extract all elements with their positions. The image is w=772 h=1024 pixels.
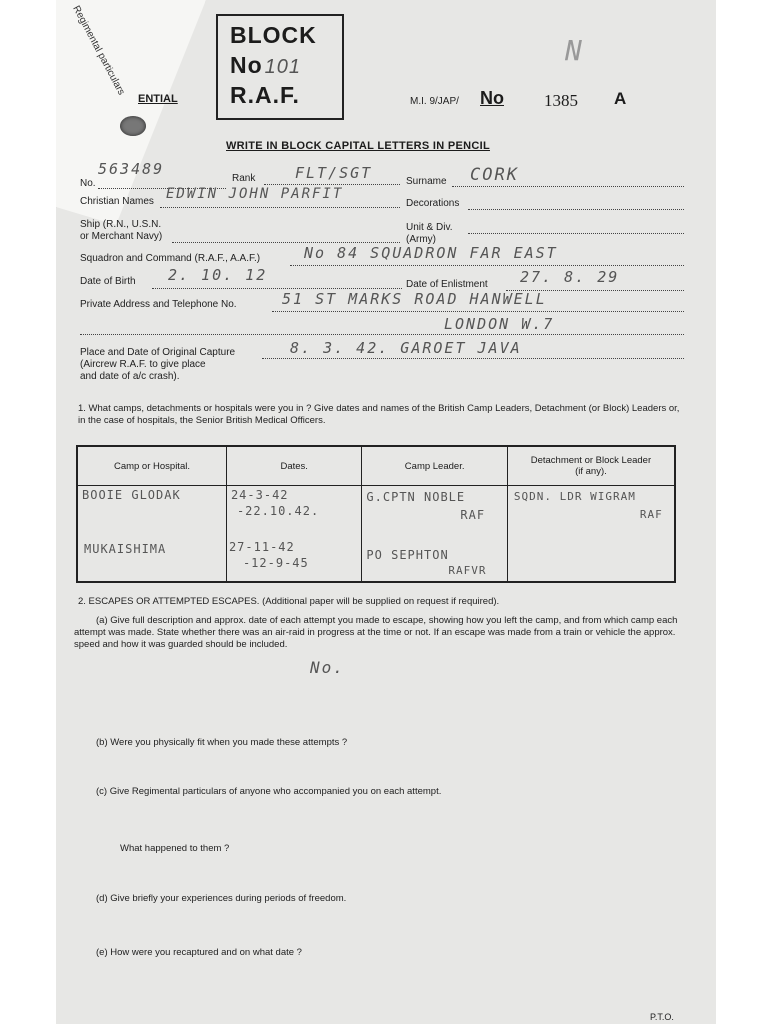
date-row1-end: -12-9-45 [242, 556, 309, 570]
dob-label: Date of Birth [80, 276, 136, 287]
form-reference: M.I. 9/JAP/ [410, 96, 459, 107]
address-label: Private Address and Telephone No. [80, 299, 237, 310]
capture-label-3: and date of a/c crash). [80, 371, 180, 382]
service-no-label: No. [80, 178, 96, 189]
block-no-label: No [230, 52, 263, 78]
enlistment-label: Date of Enlistment [406, 279, 488, 290]
confidential-label: ENTIAL [138, 93, 178, 105]
block-stamp [216, 14, 344, 120]
pto-label: P.T.O. [650, 1012, 674, 1022]
capture-value: 8. 3. 42. GAROET JAVA [290, 339, 522, 357]
col-leader-header: Camp Leader. [362, 446, 507, 486]
squadron-value: No 84 SQUADRON FAR EAST [304, 244, 558, 262]
unit-label-1: Unit & Div. [406, 222, 453, 233]
leader-row1-unit: RAFVR [448, 564, 487, 577]
capture-label-1: Place and Date of Original Capture [80, 347, 236, 358]
rank-value: FLT/SGT [295, 164, 373, 182]
col-camp-header: Camp or Hospital. [77, 446, 226, 486]
date-row0-start: 24-3-42 [230, 488, 289, 502]
form-no-label: No [480, 88, 504, 108]
rank-label: Rank [232, 173, 256, 184]
decorations-label: Decorations [406, 198, 460, 209]
enlistment-value: 27. 8. 29 [520, 268, 620, 286]
col-detachment-header: Detachment or Block Leader (if any). [507, 446, 675, 486]
leader-row1: PO SEPHTON [366, 548, 449, 562]
table-header-row [77, 446, 675, 486]
christian-names-value: EDWIN JOHN PARFIT [166, 186, 344, 202]
col-dates-header: Dates. [226, 446, 361, 486]
ship-label-2: or Merchant Navy) [80, 231, 163, 242]
question-2c-followup: What happened to them ? [120, 843, 230, 854]
table-row: BOOIE GLODAK [82, 488, 181, 502]
table-row: MUKAISHIMA [84, 542, 167, 556]
service-no-value: 563489 [98, 160, 165, 178]
detachment-row0-unit: RAF [639, 508, 663, 521]
detachment-cell [507, 486, 675, 583]
date-row1-start: 27-11-42 [228, 540, 295, 554]
leader-row0-unit: RAF [460, 508, 486, 522]
squadron-label: Squadron and Command (R.A.F., A.A.F.) [80, 253, 261, 264]
question-2a: (a) Give full description and approx. date of each attempt you made to escape, showing how you left the camp, and from which camp each attempt was made. State whether there was an air-raid in progress at the time or not. If an escape was made from a train or vehicle the approx. speed and how it was guarded should be included. [74, 615, 678, 650]
leader-row0: G.CPTN NOBLE [366, 490, 466, 504]
camp-cell [77, 486, 226, 583]
punch-hole [120, 116, 146, 136]
detachment-row0: SQDN. LDR WIGRAM [513, 490, 636, 503]
question-1: 1. What camps, detachments or hospitals were you in ? Give dates and names of the British Camp Leaders, Detachment (or Block) Leaders or, in the case of hospitals, the Senior British Medical Officers. [78, 403, 680, 426]
unit-label-2: (Army) [406, 234, 436, 245]
corner-pencil-mark: N [565, 34, 582, 67]
christian-names-label: Christian Names [80, 196, 154, 207]
fold-text: Regimental particulars [70, 4, 127, 98]
question-2-title: 2. ESCAPES OR ATTEMPTED ESCAPES. (Additional paper will be supplied on request if required). [78, 596, 500, 607]
address-line1: 51 ST MARKS ROAD HANWELL [282, 290, 547, 308]
question-2c: (c) Give Regimental particulars of anyone who accompanied you on each attempt. [96, 786, 442, 797]
block-stamp-line2 [230, 52, 301, 79]
question-2e: (e) How were you recaptured and on what date ? [96, 947, 302, 958]
leader-cell [362, 486, 507, 583]
block-stamp-line1: BLOCK [230, 22, 317, 48]
block-stamp-line3: R.A.F. [230, 82, 300, 108]
dates-cell [226, 486, 361, 583]
ship-label-1: Ship (R.N., U.S.N. [80, 219, 162, 230]
question-2b: (b) Were you physically fit when you made these attempts ? [96, 737, 348, 748]
form-suffix: A [614, 89, 627, 108]
question-2d: (d) Give briefly your experiences during periods of freedom. [96, 893, 347, 904]
address-line2: LONDON W.7 [444, 315, 555, 333]
instruction-heading: WRITE IN BLOCK CAPITAL LETTERS IN PENCIL [226, 140, 490, 152]
block-no-value: 101 [264, 56, 302, 78]
question-2a-answer: No. [310, 658, 345, 677]
camps-table [76, 445, 676, 583]
date-row0-end: -22.10.42. [236, 504, 320, 518]
table-body-row [77, 486, 675, 583]
capture-label-2: (Aircrew R.A.F. to give place [80, 359, 206, 370]
form-number: 1385 [544, 91, 578, 110]
dob-value: 2. 10. 12 [168, 266, 268, 284]
surname-label: Surname [406, 176, 447, 187]
surname-value: CORK [470, 165, 519, 185]
